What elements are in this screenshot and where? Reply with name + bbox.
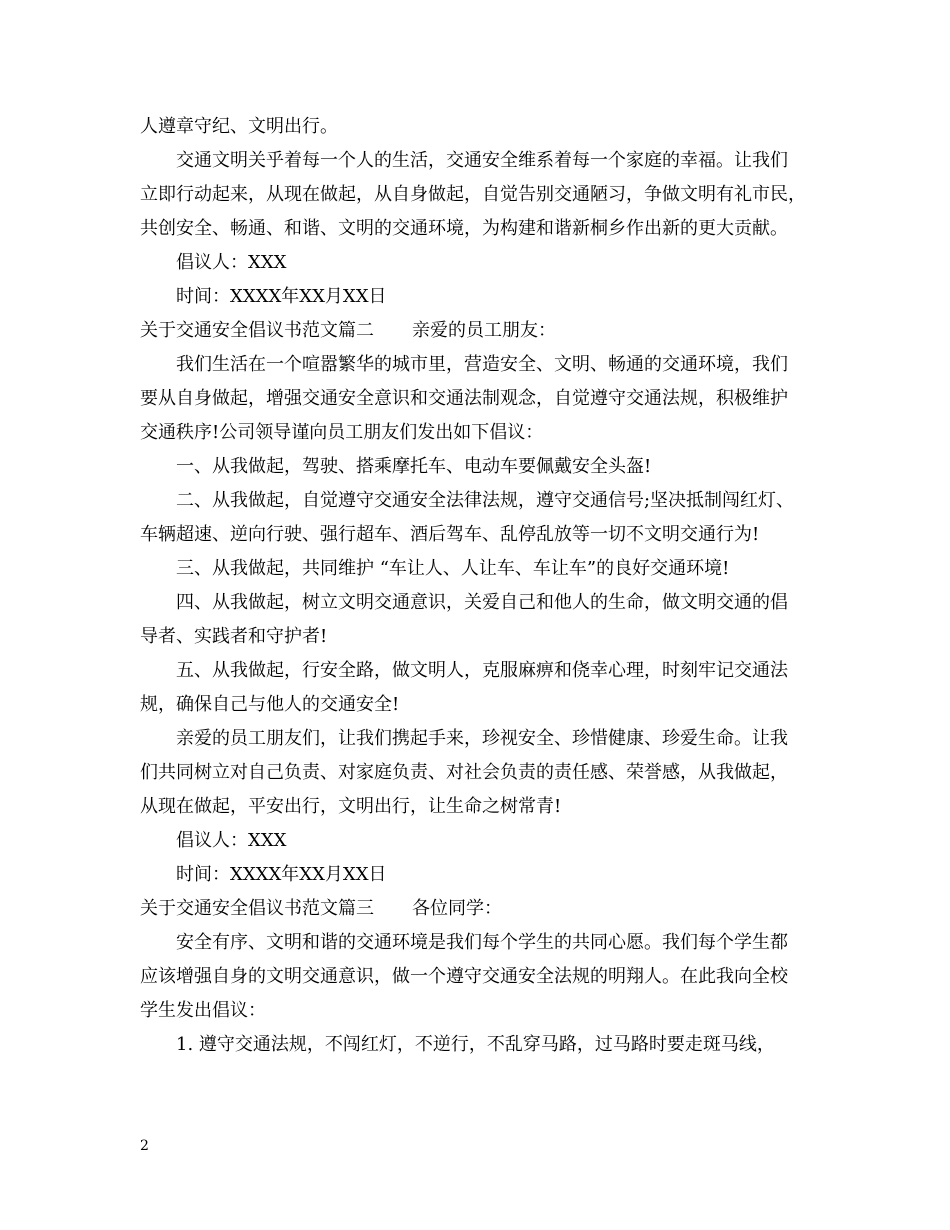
heading-text: 关于交通安全倡议书范文篇二 (140, 320, 374, 341)
text-line (140, 688, 820, 722)
text-line (140, 178, 820, 212)
date-line (140, 280, 820, 314)
text-line (140, 110, 820, 144)
line-text: 人遵章守纪、文明出行。 (140, 116, 338, 137)
signature-line (140, 246, 820, 280)
text-line (140, 994, 820, 1028)
text-line (140, 382, 820, 416)
heading-text: 关于交通安全倡议书范文篇三 (140, 898, 374, 919)
signature-line (140, 824, 820, 858)
date-line (140, 858, 820, 892)
text-line (140, 790, 820, 824)
line-text: 安全有序、文明和谐的交通环境是我们每个学生的共同心愿。我们每个学生都 (176, 932, 788, 953)
text-line (140, 960, 820, 994)
line-text: 1. 遵守交通法规，不闯红灯，不逆行，不乱穿马路，过马路时要走斑马线， (176, 1034, 775, 1055)
text-line (140, 926, 820, 960)
line-text: 我们生活在一个喧嚣繁华的城市里，营造安全、文明、畅通的交通环境，我们 (176, 354, 788, 375)
line-text: 三、从我做起，共同维护 “车让人、人让车、车让车”的良好交通环境! (176, 558, 730, 579)
salutation-text: 各位同学： (412, 898, 502, 919)
page-number: 2 (140, 1138, 149, 1154)
section-heading (140, 892, 820, 926)
line-text: 共创安全、畅通、和谐、文明的交通环境，为构建和谐新桐乡作出新的更大贡献。 (140, 218, 788, 239)
line-text: 一、从我做起，驾驶、搭乘摩托车、电动车要佩戴安全头盔! (176, 456, 652, 477)
text-line (140, 450, 820, 484)
line-text: 应该增强自身的文明交通意识，做一个遵守交通安全法规的明翔人。在此我向全校 (140, 966, 788, 987)
text-line (140, 552, 820, 586)
line-text: 要从自身做起，增强交通安全意识和交通法制观念，自觉遵守交通法规，积极维护 (140, 388, 788, 409)
line-text: 倡议人：XXX (176, 830, 287, 851)
document-body (140, 110, 820, 1062)
line-text: 五、从我做起，行安全路，做文明人，克服麻痹和侥幸心理，时刻牢记交通法 (176, 660, 788, 681)
line-text: 导者、实践者和守护者! (140, 626, 328, 647)
text-line (140, 518, 820, 552)
line-text: 规，确保自己与他人的交通安全! (140, 694, 400, 715)
text-line (140, 620, 820, 654)
line-text: 车辆超速、逆向行驶、强行超车、酒后驾车、乱停乱放等一切不文明交通行为! (140, 524, 760, 545)
line-text: 交通文明关乎着每一个人的生活，交通安全维系着每一个家庭的幸福。让我们 (176, 150, 788, 171)
section-heading (140, 314, 820, 348)
text-line (140, 484, 820, 518)
line-text: 倡议人：XXX (176, 252, 287, 273)
text-line (140, 654, 820, 688)
line-text: 时间：XXXX年XX月XX日 (176, 286, 387, 307)
text-line (140, 586, 820, 620)
text-line (140, 212, 820, 246)
line-text: 二、从我做起，自觉遵守交通安全法律法规，遵守交通信号;坚决抵制闯红灯、 (176, 490, 795, 511)
line-text: 从现在做起，平安出行，文明出行，让生命之树常青! (140, 796, 562, 817)
line-text: 亲爱的员工朋友们，让我们携起手来，珍视安全、珍惜健康、珍爱生命。让我 (176, 728, 788, 749)
text-line (140, 756, 820, 790)
line-text: 四、从我做起，树立文明交通意识，关爱自己和他人的生命，做文明交通的倡 (176, 592, 788, 613)
line-text: 交通秩序!公司领导谨向员工朋友们发出如下倡议： (140, 422, 544, 443)
text-line (140, 348, 820, 382)
text-line (140, 722, 820, 756)
line-text: 立即行动起来，从现在做起，从自身做起，自觉告别交通陋习，争做文明有礼市民， (140, 184, 806, 205)
salutation-text: 亲爱的员工朋友： (412, 320, 556, 341)
line-text: 时间：XXXX年XX月XX日 (176, 864, 387, 885)
line-text: 学生发出倡议： (140, 1000, 266, 1021)
text-line (140, 144, 820, 178)
text-line (140, 416, 820, 450)
line-text: 们共同树立对自己负责、对家庭负责、对社会负责的责任感、荣誉感，从我做起， (140, 762, 788, 783)
text-line (140, 1028, 820, 1062)
